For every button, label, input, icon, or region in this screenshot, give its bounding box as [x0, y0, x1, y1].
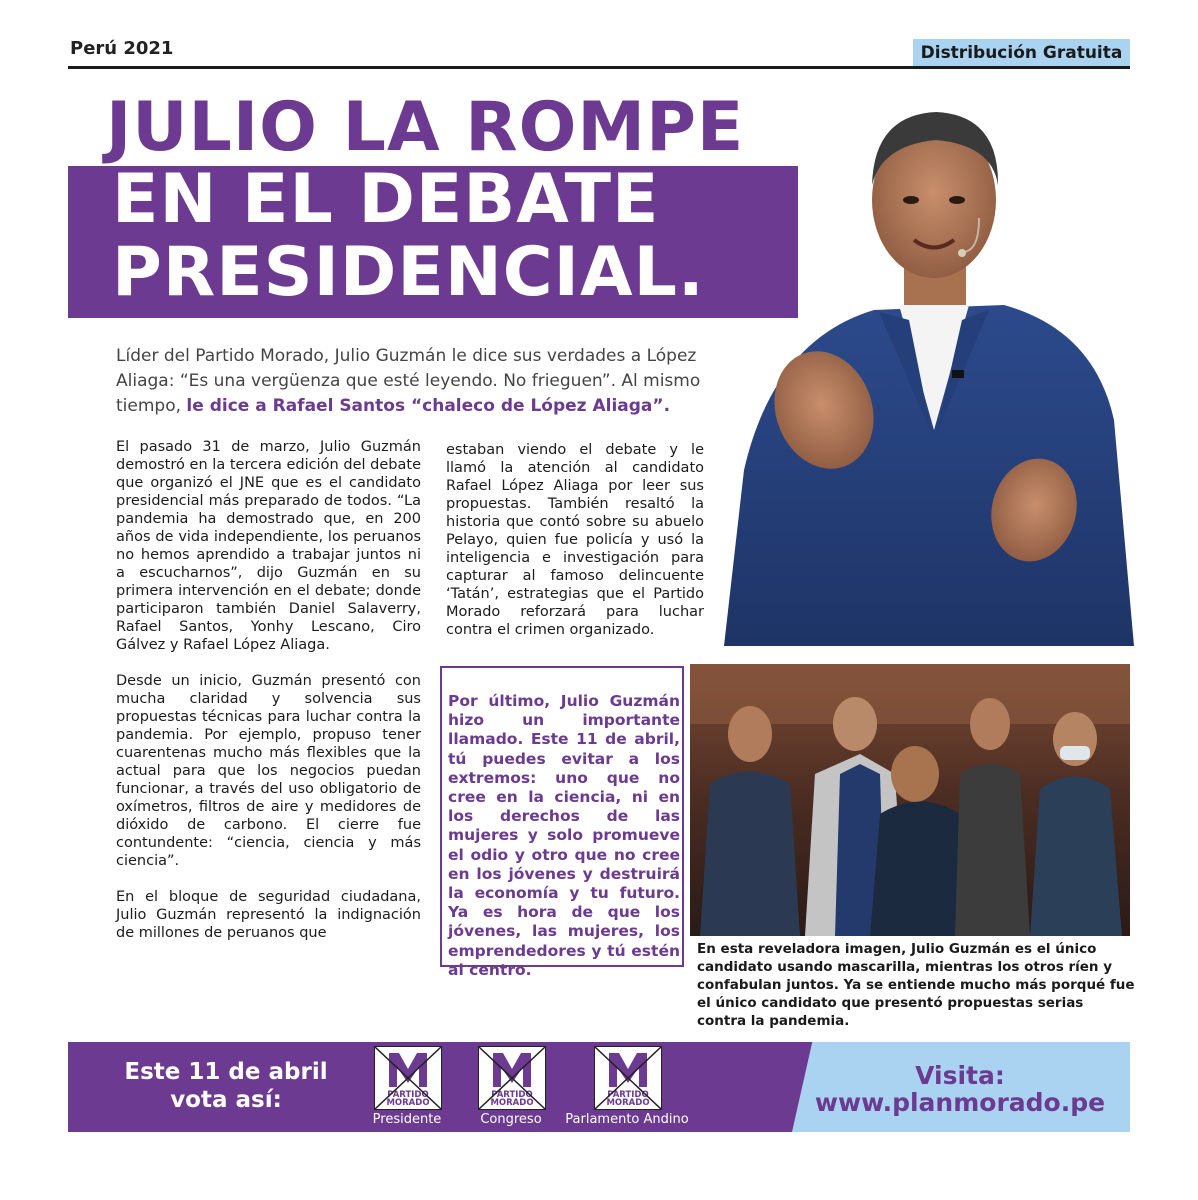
callout-border-right — [682, 666, 684, 967]
article-paragraph-4: estaban viendo el debate y le llamó la atención al candidato Rafael López Aliaga por leer sus propuestas. También resaltó la historia que contó sobre su abuelo Pelayo, quien fue policía y usó la inteligencia e investigación para capturar al famoso delincuente ‘Tatán’, estrategias que el Partido Morado reforzará para luchar contra el crimen organizado. — [446, 442, 704, 638]
callout-text: Por último, Julio Guzmán hizo un importante llamado. Este 11 de abril, tú puedes evitar a los extremos: uno que no cree en la ciencia, ni en los derechos de las mujeres y solo promueve el odio y otro que no cree en los jóvenes y destruirá la economía y tu futuro. Ya es hora de que los jóvenes, las mujeres, los emprendedores y tú estén al centro. — [448, 692, 680, 979]
footer-vote-message — [106, 1058, 346, 1114]
ballot-label-presidente: Presidente — [372, 1112, 442, 1127]
svg-text:MORADO: MORADO — [386, 1098, 430, 1108]
article-column-2 — [446, 441, 704, 657]
masthead-location: Perú 2021 — [70, 38, 174, 59]
lead-bold-text: le dice a Rafael Santos “chaleco de López Aliaga”. — [186, 396, 671, 416]
footer-visit-label: Visita: — [915, 1061, 1005, 1090]
headline-line-1: JULIO LA ROMPE — [106, 88, 745, 167]
partido-morado-logo-icon — [479, 1047, 545, 1109]
article-paragraph-1: El pasado 31 de marzo, Julio Guzmán demostró en la tercera edición del debate que organizó el JNE que es el candidato presidencial más preparado de todos. “La pandemia ha demostrado que, en 200 años de vida independiente, los peruanos no hemos aprendido a trabajar juntos ni a escucharnos”, dijo Guzmán en su primera intervención en el debate; donde participaron también Daniel Salaverry, Rafael Santos, Yonhy Lescano, Ciro Gálvez y Rafael López Aliaga. — [116, 439, 421, 653]
partido-morado-logo-icon — [595, 1047, 661, 1109]
ballot-label-parlamento-andino: Parlamento Andino — [565, 1112, 689, 1127]
article-paragraph-2: Desde un inicio, Guzmán presentó con mucha claridad y solvencia sus propuestas técnicas para luchar contra la pandemia. Por ejemplo, propuso tener cuarentenas mucho más flexibles que la actual para que los negocios puedan funcionar, a través del uso obligatorio de oxímetros, filtros de aire y medidores de dióxido de carbono. El cierre fue contundente: “ciencia, ciencia y más ciencia”. — [116, 673, 421, 869]
ballot-congreso — [478, 1046, 546, 1110]
footer-vote-line-1: Este 11 de abril — [124, 1059, 328, 1085]
svg-text:MORADO: MORADO — [490, 1098, 534, 1108]
headline-line-2: EN EL DEBATE — [112, 160, 660, 239]
svg-text:PARTIDO: PARTIDO — [491, 1090, 533, 1100]
footer-visit-url[interactable]: www.planmorado.pe — [814, 1088, 1106, 1117]
svg-text:PARTIDO: PARTIDO — [387, 1090, 429, 1100]
ballot-presidente — [374, 1046, 442, 1110]
partido-morado-logo-icon — [375, 1047, 441, 1109]
masthead-divider — [68, 66, 1130, 69]
svg-text:PARTIDO: PARTIDO — [607, 1090, 649, 1100]
callout-border-left — [440, 666, 442, 967]
lead-paragraph — [116, 344, 756, 419]
ballot-parlamento-andino — [594, 1046, 662, 1110]
masthead-distribution-badge: Distribución Gratuita — [913, 39, 1130, 67]
article-column-1 — [116, 438, 421, 960]
candidate-photo — [704, 90, 1134, 646]
footer-visit — [805, 1062, 1115, 1116]
photo-caption: En esta reveladora imagen, Julio Guzmán es el único candidato usando mascarilla, mientras los otros ríen y confabulan juntos. Ya se entiende mucho más porqué fue el único candidato que presentó propuestas serias contra la pandemia. — [697, 941, 1135, 1029]
footer-vote-line-2: vota así: — [170, 1087, 282, 1113]
lead-text: Líder del Partido Morado, Julio Guzmán le dice sus verdades a López Aliaga: “Es una vergüenza que esté leyendo. No frieguen”. Al mismo tiempo, — [116, 346, 701, 416]
svg-text:MORADO: MORADO — [606, 1098, 650, 1108]
callout-border-top — [440, 666, 684, 668]
ballot-label-congreso: Congreso — [480, 1112, 542, 1127]
article-paragraph-3: En el bloque de seguridad ciudadana, Julio Guzmán representó la indignación de millones de peruanos que — [116, 889, 421, 941]
debate-group-photo — [690, 664, 1130, 936]
headline-line-3: PRESIDENCIAL. — [112, 233, 705, 312]
